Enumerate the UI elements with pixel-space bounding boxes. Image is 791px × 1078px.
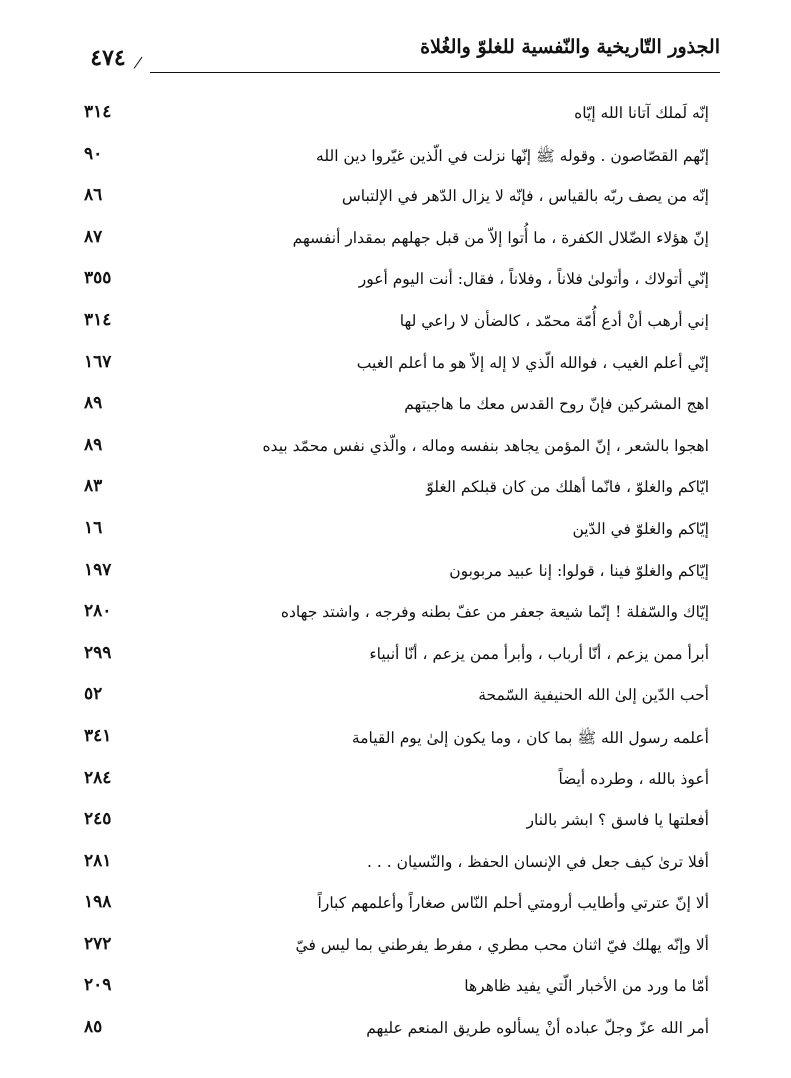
index-entry: [84, 762, 709, 804]
entry-page-number: ١٦٧: [84, 351, 112, 372]
entry-text: إيّاكم والغلوّ في الدّين: [572, 519, 709, 538]
entry-page-number: ٨٣: [84, 476, 103, 497]
index-entry: [84, 969, 709, 1011]
entry-page-number: ٨٩: [84, 434, 103, 455]
entry-page-number: ٢٩٩: [84, 642, 112, 663]
entry-page-number: ٢٨٤: [84, 767, 112, 788]
entry-page-number: ٢٤٥: [84, 809, 112, 830]
entry-text: إني أرهب أنْ أدع أُمّة محمّد ، كالضأن لا راعي لها: [399, 311, 709, 330]
entry-text: أحب الدّين إلىٰ الله الحنيفية السّمحة: [478, 686, 709, 705]
entry-page-number: ٣٥٥: [84, 268, 112, 289]
index-entry: [84, 429, 709, 471]
entry-page-number: ٨٧: [84, 226, 103, 247]
entry-text: اهج المشركين فإنّ روح القدس معك ما هاجيتهم: [404, 395, 709, 414]
entry-page-number: ٢٨١: [84, 850, 112, 871]
entry-page-number: ١٩٨: [84, 892, 112, 913]
index-entry: [84, 678, 709, 720]
entry-text: إنّه لَملك آتانا الله إيّاه: [574, 104, 709, 122]
index-entry: [84, 512, 709, 554]
index-entry: [84, 387, 709, 429]
entry-text: إيّاكم والغلوّ فينا ، قولوا: إنا عبيد مربوبون: [449, 561, 709, 580]
entry-page-number: ٩٠: [84, 143, 103, 164]
running-header: [70, 28, 720, 74]
entry-text: أمر الله عزّ وجلّ عباده أنْ يسألوه طريق المنعم عليهم: [366, 1019, 709, 1038]
entry-text: إنّهم القصّاصون . وقوله ﷺ إنّها نزلت في الّذين غيّروا دين الله: [316, 146, 709, 165]
entry-page-number: ٣٤١: [84, 725, 112, 746]
entry-text: أعوذ بالله ، وطرده أيضاً: [558, 769, 709, 788]
index-entry: [84, 346, 709, 388]
entry-text: إيّاك والسّفلة ! إنّما شيعة جعفر من عفّ بطنه وفرجه ، واشتد جهاده: [280, 603, 709, 622]
entry-text: أعلمه رسول الله ﷺ بما كان ، وما يكون إلىٰ يوم القيامة: [351, 728, 709, 747]
index-entry: [84, 595, 709, 637]
entry-page-number: ٣١٤: [84, 309, 112, 330]
entry-text: ألا إنّ عترتي وأطايب أرومتي أحلم النّاس صغاراً وأعلمهم كباراً: [317, 894, 709, 913]
entry-page-number: ٨٥: [84, 1017, 103, 1038]
entry-page-number: ٨٩: [84, 393, 103, 414]
entry-page-number: ٢٠٩: [84, 975, 112, 996]
index-entries: [84, 96, 709, 1053]
entry-page-number: ١٦: [84, 517, 103, 538]
index-entry: [84, 1011, 709, 1053]
index-entry: [84, 637, 709, 679]
index-entry: [84, 803, 709, 845]
index-entry: [84, 470, 709, 512]
index-entry: [84, 138, 709, 180]
entry-text: ايّاكم والغلوّ ، فانّما أهلك من كان قبلكم الغلوّ: [426, 478, 709, 497]
entry-text: إنّي أتولاك ، وأتولىٰ فلاناً ، وفلاناً ، فقال: أنت اليوم أعور: [358, 270, 709, 289]
index-entry: [84, 179, 709, 221]
entry-text: أبرأ ممن يزعم ، أنّا أرباب ، وأبرأ ممن يزعم ، أنّا أنبياء: [369, 644, 709, 663]
index-entry: [84, 720, 709, 762]
entry-page-number: ٢٧٢: [84, 933, 112, 954]
entry-text: أفعلتها يا فاسق ؟ ابشر بالنار: [526, 811, 709, 830]
header-rule: [150, 72, 720, 73]
entry-text: إنّه من يصف ربّه بالقياس ، فإنّه لا يزال الدّهر في الإلتباس: [341, 187, 709, 206]
entry-page-number: ٢٨٠: [84, 601, 112, 622]
index-entry: [84, 304, 709, 346]
entry-page-number: ٣١٤: [84, 102, 112, 122]
entry-page-number: ٥٢: [84, 684, 103, 705]
entry-text: إنّي أعلم الغيب ، فوالله الّذي لا إله إلاّ هو ما أعلم الغيب: [356, 353, 709, 372]
header-title: الجذور التّاريخية والنّفسية للغلوّ والغُلاة: [420, 36, 720, 58]
entry-text: أمّا ما ورد من الأخبار الّتي يفيد ظاهرها: [464, 977, 709, 996]
entry-text: ألا وإنّه يهلك فيّ اثنان محب مطري ، مفرط يفرطني بما ليس فيّ: [295, 935, 709, 954]
index-entry: [84, 96, 709, 138]
index-entry: [84, 886, 709, 928]
header-page-number: ٤٧٤: [90, 45, 126, 71]
entry-text: إنّ هؤلاء الضّلال الكفرة ، ما أُتوا إلاّ من قبل جهلهم بمقدار أنفسهم: [292, 228, 709, 247]
index-entry: [84, 262, 709, 304]
index-entry: [84, 928, 709, 970]
entry-text: أفلا ترىٰ كيف جعل في الإنسان الحفظ ، والنّسيان . . .: [367, 852, 709, 871]
index-entry: [84, 221, 709, 263]
index-entry: [84, 554, 709, 596]
entry-page-number: ٨٦: [84, 185, 103, 206]
index-entry: [84, 845, 709, 887]
entry-page-number: ١٩٧: [84, 559, 112, 580]
entry-text: اهجوا بالشعر ، إنّ المؤمن يجاهد بنفسه وماله ، والّذي نفس محمّد بيده: [262, 436, 709, 455]
